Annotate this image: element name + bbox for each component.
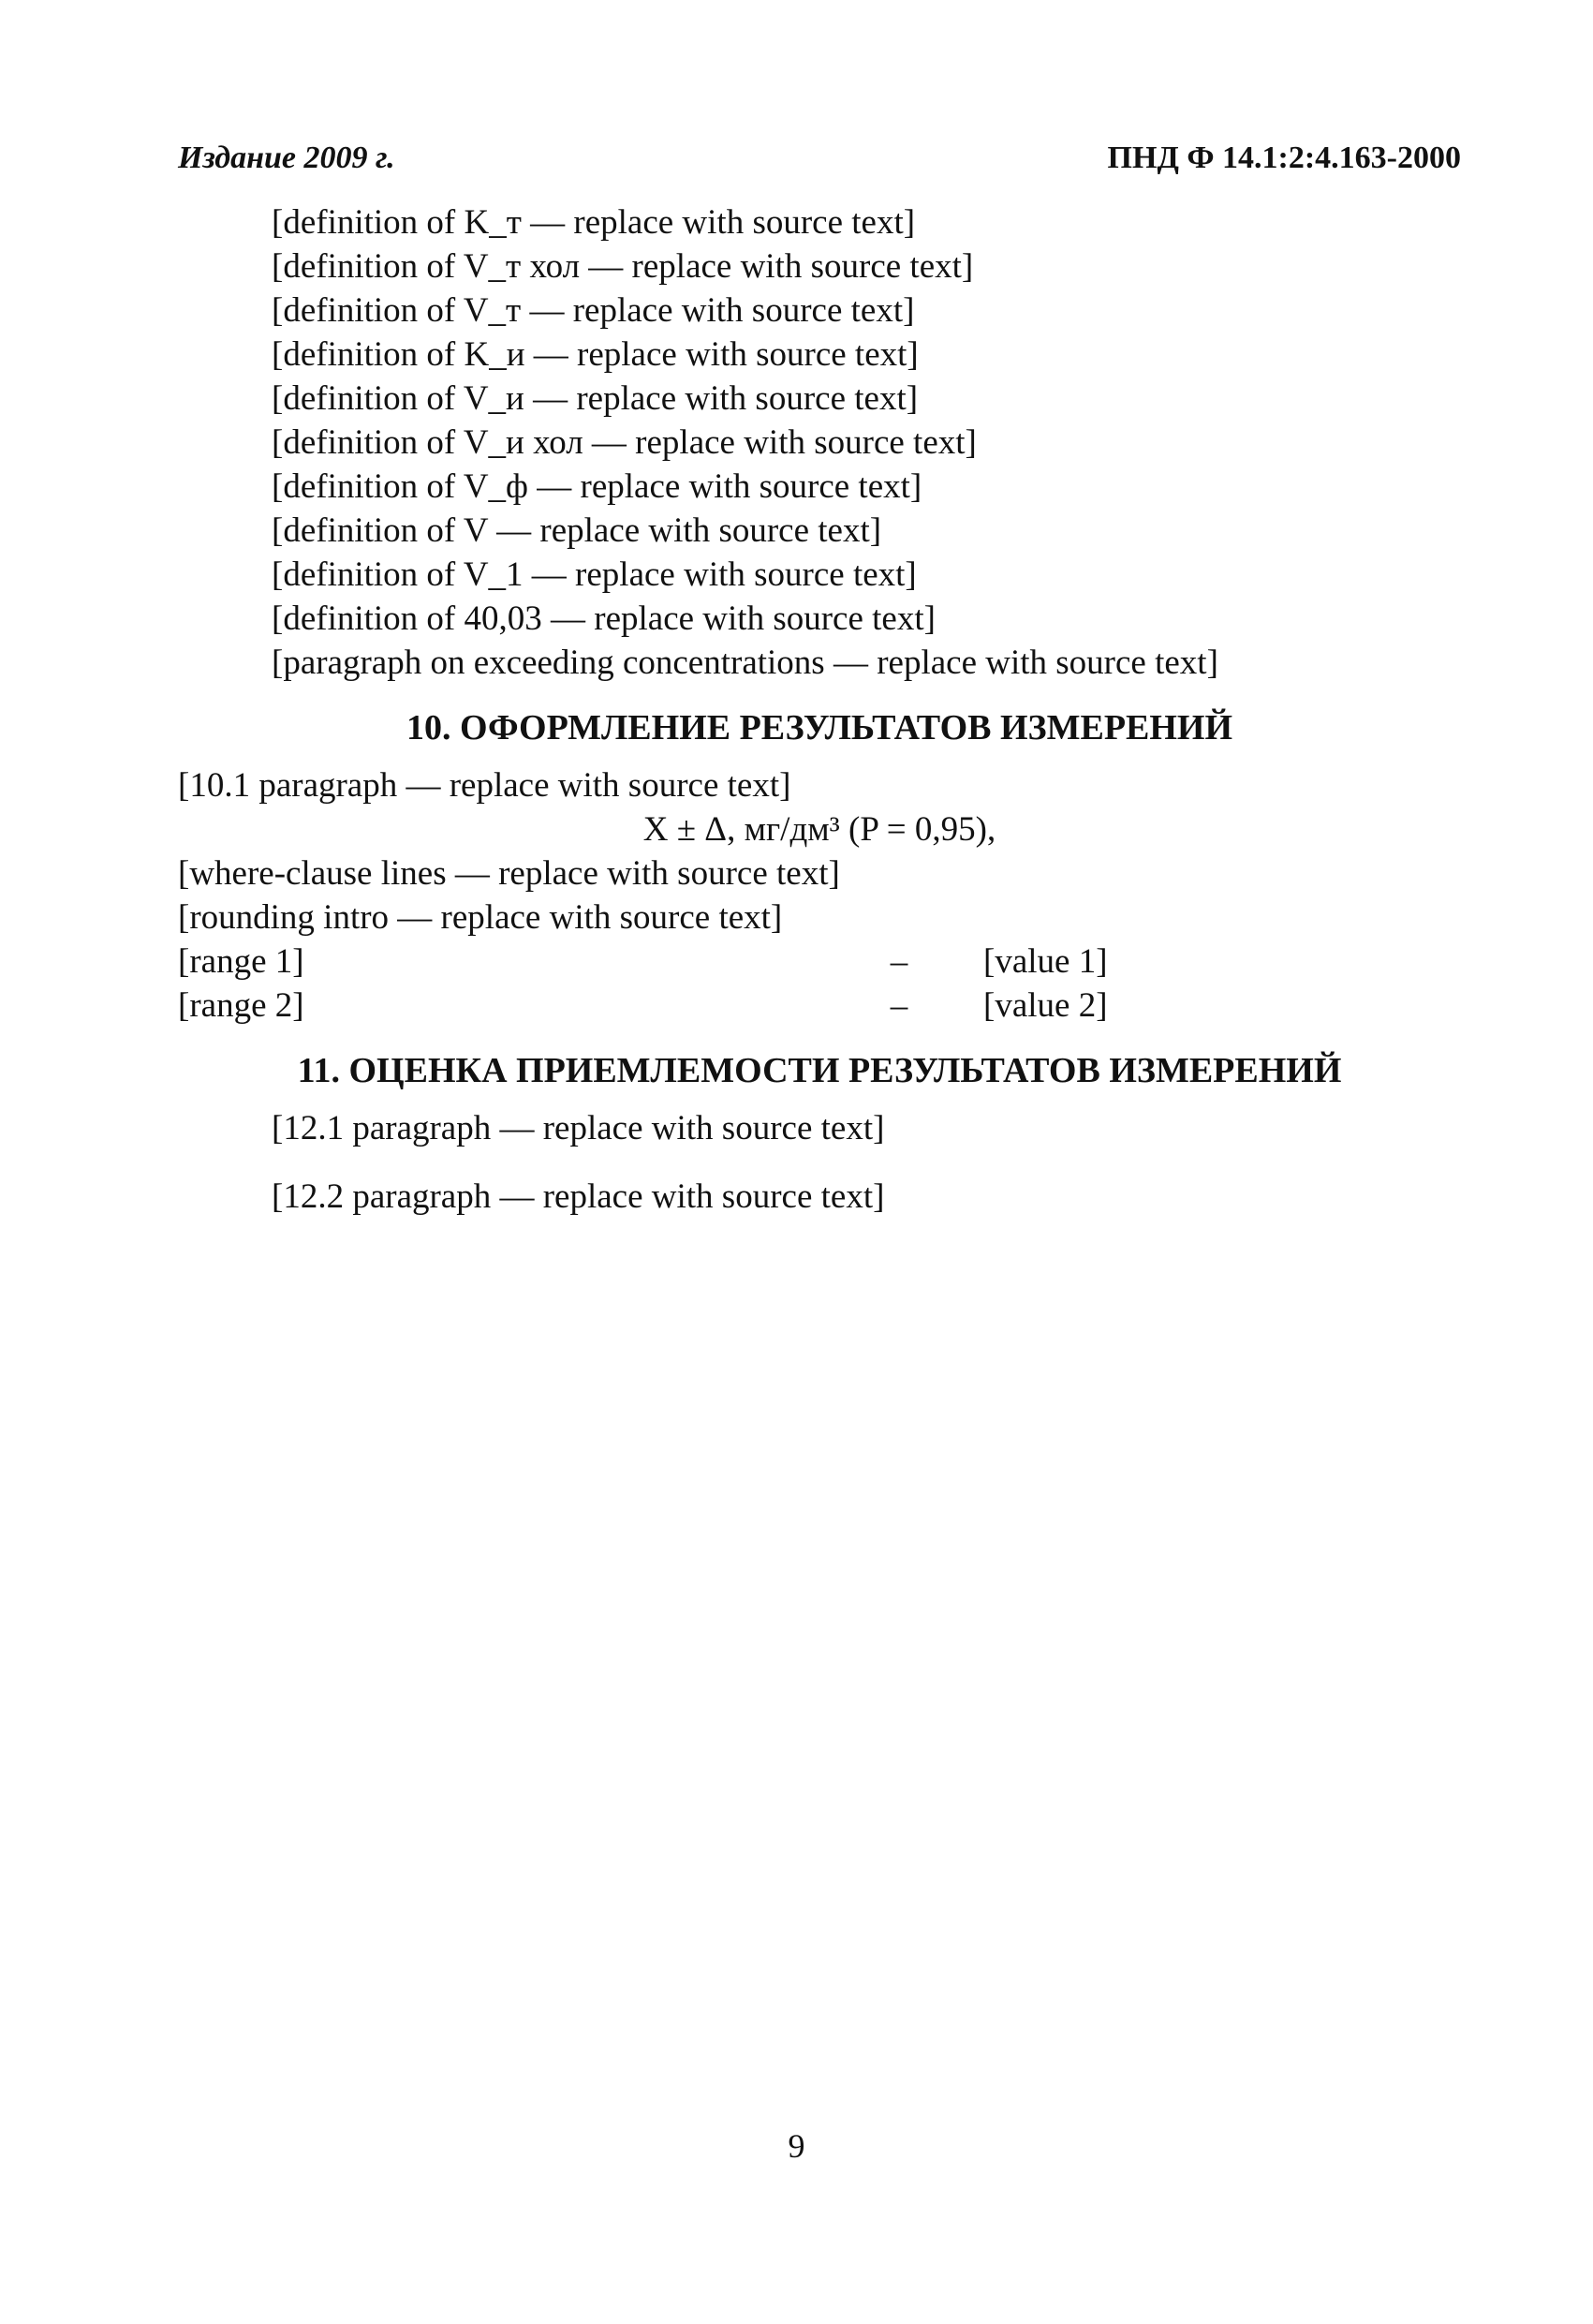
definition-item: [definition of V_т хол — replace with source text]: [272, 247, 974, 286]
document-code: ПНД Ф 14.1:2:4.163-2000: [1107, 141, 1461, 175]
section-10-heading: 10. ОФОРМЛЕНИЕ РЕЗУЛЬТАТОВ ИЗМЕРЕНИЙ: [406, 708, 1233, 748]
definition-item: [definition of V — replace with source text]: [272, 511, 882, 550]
definition-item: [definition of V_т — replace with source text]: [272, 291, 915, 330]
section-10-paragraph: [10.1 paragraph — replace with source text]: [178, 766, 791, 805]
edition-label: Издание 2009 г.: [178, 141, 395, 175]
section-11-paragraph-2: [12.2 paragraph — replace with source text]: [272, 1177, 885, 1216]
section-11-paragraph-1: [12.1 paragraph — replace with source text]: [272, 1109, 885, 1147]
page-number: 9: [788, 2127, 805, 2165]
symbol-definitions: [178, 200, 1461, 641]
rounding-row: [178, 940, 1461, 984]
concentration-note: [paragraph on exceeding concentrations — replace with source text]: [272, 644, 1218, 682]
paragraph-gap: [178, 1150, 1461, 1175]
rounding-dash: –: [890, 986, 908, 1025]
rounding-range: [range 1]: [178, 942, 304, 981]
definition-item: [definition of K_и — replace with source text]: [272, 335, 919, 374]
section-11-heading: 11. ОЦЕНКА ПРИЕМЛЕМОСТИ РЕЗУЛЬТАТОВ ИЗМЕРЕНИЙ: [297, 1051, 1342, 1090]
definition-item: [definition of V_и — replace with source text]: [272, 379, 919, 418]
definition-item: [definition of K_т — replace with source text]: [272, 203, 916, 242]
rounding-range: [range 2]: [178, 986, 304, 1025]
definition-item: [definition of V_1 — replace with source text]: [272, 555, 917, 594]
result-formula: X ± Δ, мг/дм³ (P = 0,95),: [642, 810, 996, 849]
definition-item: [definition of V_и хол — replace with source text]: [272, 423, 977, 462]
definition-item: [definition of 40,03 — replace with source text]: [272, 600, 936, 638]
formula-where-clause: [where-clause lines — replace with source text]: [178, 854, 840, 893]
rounding-value: [value 2]: [983, 986, 1108, 1025]
definition-item: [definition of V_ф — replace with source text]: [272, 467, 922, 506]
page-header: [178, 141, 1461, 176]
document-page: [178, 141, 1461, 1219]
rounding-value: [value 1]: [983, 942, 1108, 981]
rounding-intro: [rounding intro — replace with source text]: [178, 898, 783, 937]
rounding-row: [178, 984, 1461, 1028]
rounding-dash: –: [890, 942, 908, 981]
